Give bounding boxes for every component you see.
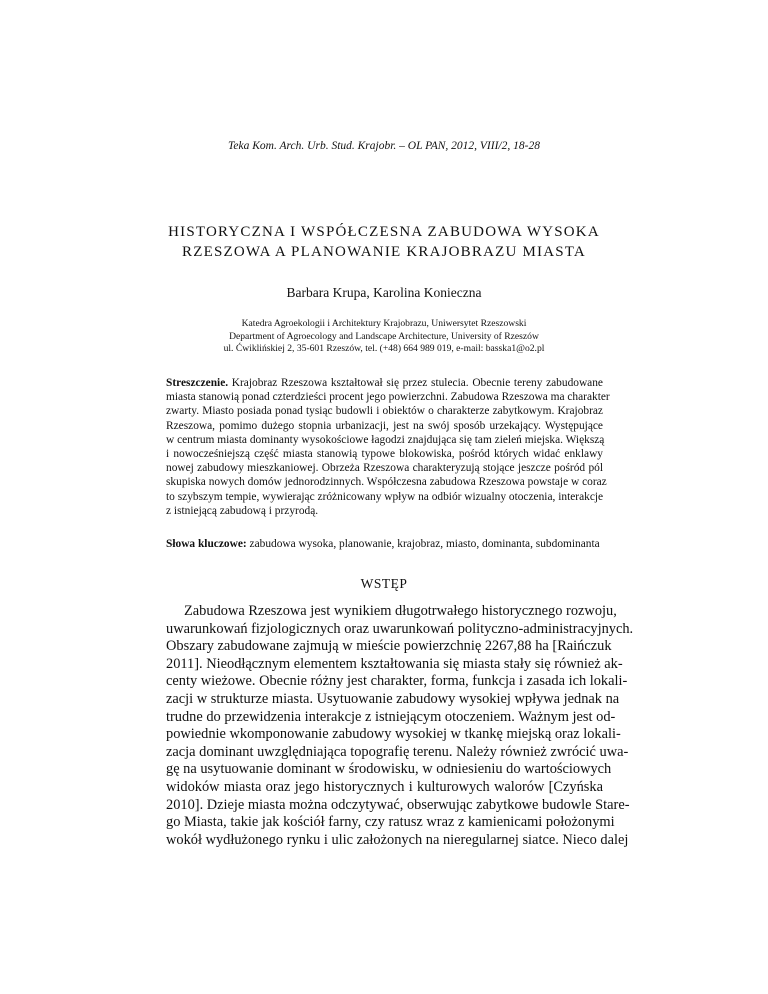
abstract-line: skupiska nowych domów jednorodzinnych. Współczesna zabudowa Rzeszowa powstaje w coraz — [166, 476, 607, 489]
body-line: zacja dominant uwzględniająca topografię terenu. Należy również zwrócić uwa- — [166, 743, 629, 760]
affiliation-line: Department of Agroecology and Landscape Architecture, University of Rzeszów — [229, 330, 539, 342]
keywords-text: zabudowa wysoka, planowanie, krajobraz, miasto, dominanta, subdominanta — [246, 538, 600, 550]
abstract-line: miasta stanowią ponad czterdzieści procent jego powierzchni. Zabudowa Rzeszowa ma charakter — [166, 391, 610, 404]
keywords — [166, 538, 603, 550]
abstract-line: w centrum miasta dominanty wysokościowe łagodzi znajdująca się tam zieleń miejska. Większą — [166, 433, 605, 446]
body-line: zacji w strukturze miasta. Usytuowanie zabudowy wysokiej wpływa jednak na — [166, 690, 620, 707]
abstract-line: to szybszym tempie, wywierając zróżnicowany wpływ na odbiór wizualny otoczenia, interakcje — [166, 490, 604, 503]
body-line: uwarunkowań fizjologicznych oraz uwarunkowań polityczno-administracyjnych. — [166, 620, 634, 637]
body-line: widoków miasta oraz jego historycznych i kulturowych walorów [Czyńska — [166, 778, 603, 795]
body-line: powiednie wkomponowanie zabudowy wysokiej w tkankę miejską oraz lokali- — [166, 726, 621, 743]
abstract-label: Streszczenie. — [166, 377, 229, 389]
abstract-line: zwarty. Miasto posiada ponad tysiąc budowli i obiektów o charakterze zabytkowym. Krajobraz — [166, 405, 603, 418]
abstract-line: i nowocześniejszą część miasta stanowią typowe blokowiska, pośród których widać enklawy — [166, 447, 603, 460]
abstract-line: nowej zabudowy mieszkaniowej. Obrzeża Rzeszowa charakteryzują stojące jeszcze pośród pól — [166, 462, 603, 475]
abstract-line: Rzeszowa, pomimo dużego stopnia urbanizacji, jest na swój sposób urzekający. Występujące — [166, 419, 603, 432]
body-line: Zabudowa Rzeszowa jest wynikiem długotrwałego historycznego rozwoju, — [184, 603, 617, 619]
affiliation-line: ul. Ćwiklińskiej 2, 35-601 Rzeszów, tel. (+48) 664 989 019, e-mail: basska1@o2.pl — [223, 343, 545, 355]
body-line: wokół wydłużonego rynku i ulic założonych na nieregularnej siatce. Nieco dalej — [166, 831, 629, 848]
body-line: centy wieżowe. Obecnie różny jest charakter, forma, funkcja i zasada ich lokali- — [166, 673, 628, 690]
body-line: Obszary zabudowane zajmują w mieście powierzchnię 2267,88 ha [Raińczuk — [166, 638, 612, 655]
journal-reference: Teka Kom. Arch. Urb. Stud. Krajobr. – OL PAN, 2012, VIII/2, 18-28 — [228, 140, 540, 152]
body-line: 2010]. Dzieje miasta można odczytywać, obserwując zabytkowe budowle Stare- — [166, 796, 630, 813]
body-line: go Miasta, takie jak kościół farny, czy ratusz wraz z kamienicami położonymi — [166, 814, 615, 831]
affiliation — [0, 318, 768, 356]
abstract-line-text: Krajobraz Rzeszowa kształtował się przez stulecia. Obecnie tereny zabudowane — [228, 377, 603, 389]
authors: Barbara Krupa, Karolina Konieczna — [286, 285, 482, 300]
abstract — [166, 376, 610, 518]
section-heading: WSTĘP — [360, 576, 408, 591]
paper-title — [100, 222, 668, 262]
affiliation-line: Katedra Agroekologii i Architektury Krajobrazu, Uniwersytet Rzeszowski — [241, 318, 527, 329]
body-line: gę na usytuowanie dominant w środowisku, w odniesieniu do wartościowych — [166, 761, 612, 778]
body-text — [166, 603, 634, 849]
body-line: 2011]. Nieodłącznym elementem kształtowania się miasta stały się również ak- — [166, 655, 623, 672]
keywords-label: Słowa kluczowe: — [166, 538, 247, 550]
title-line: RZESZOWA A PLANOWANIE KRAJOBRAZU MIASTA — [182, 244, 586, 260]
abstract-line — [166, 376, 603, 390]
abstract-line: z istniejącą zabudową i przyrodą. — [166, 504, 319, 517]
body-line: trudne do przewidzenia interakcje z istniejącym otoczeniem. Ważnym jest od- — [166, 708, 616, 725]
title-line: HISTORYCZNA I WSPÓŁCZESNA ZABUDOWA WYSOKA — [168, 224, 600, 240]
